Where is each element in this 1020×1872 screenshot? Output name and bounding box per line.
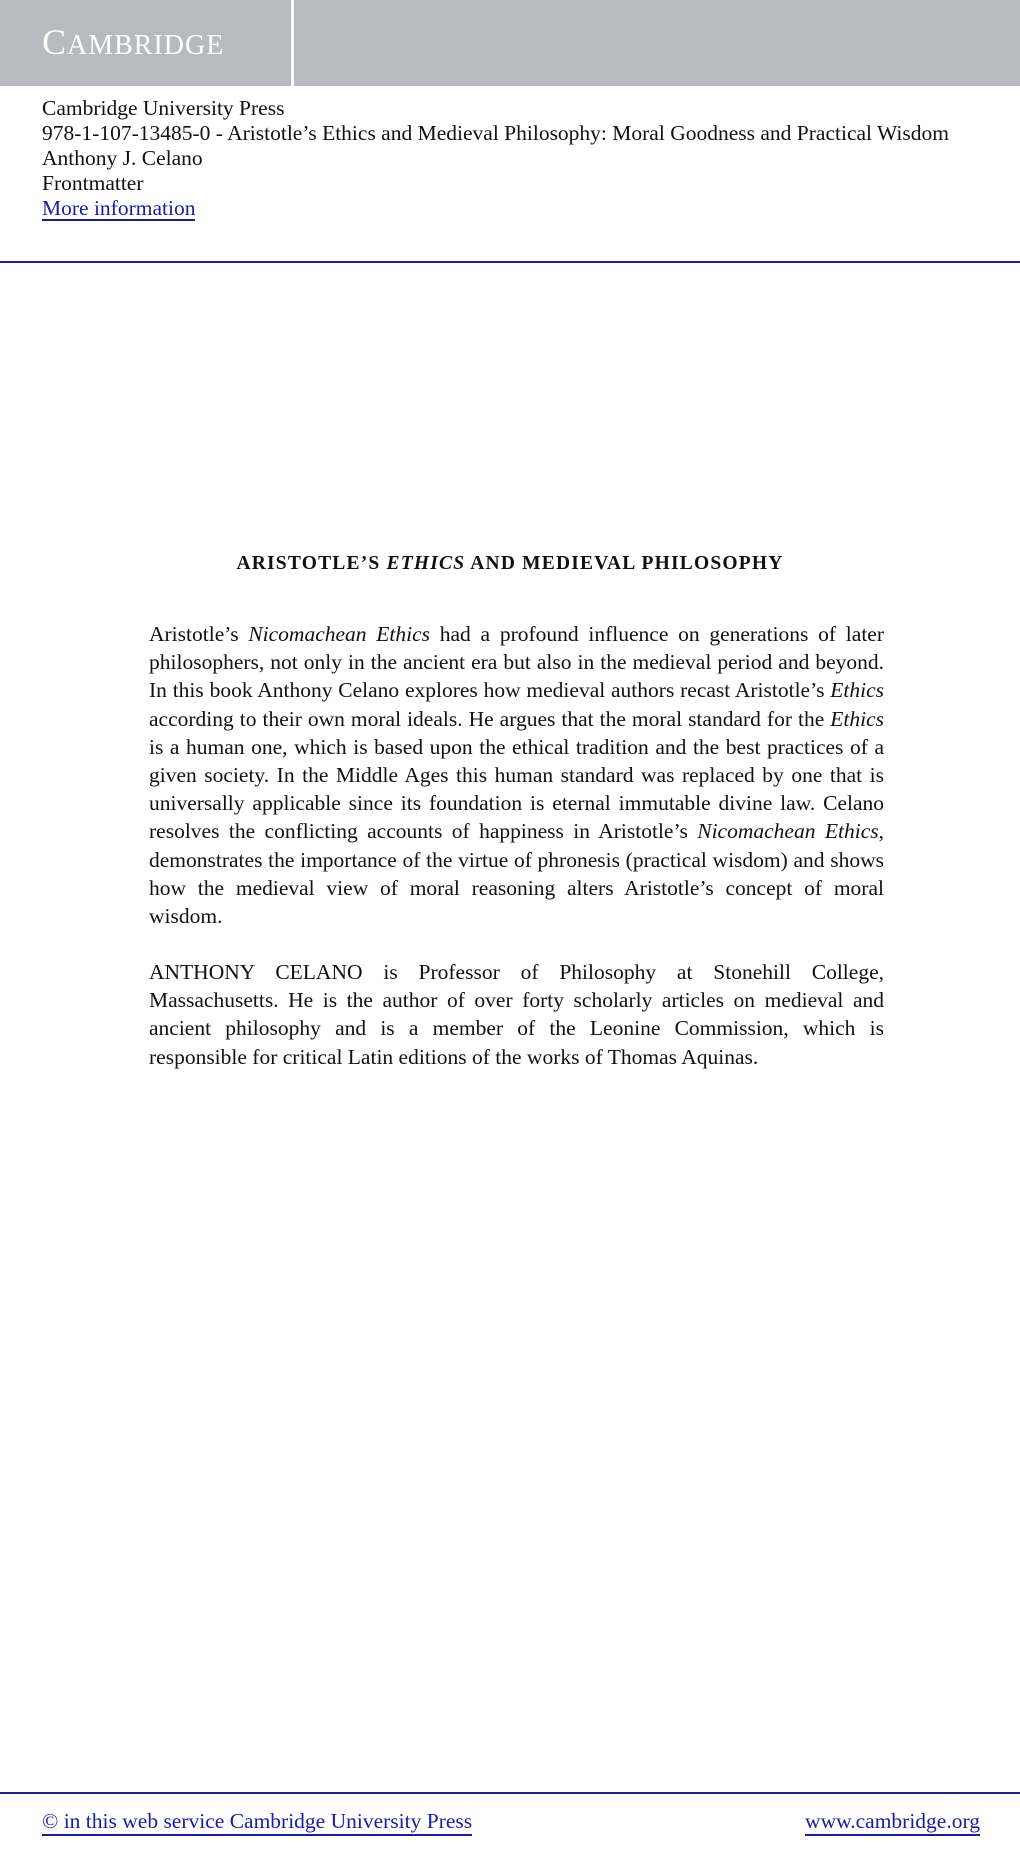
italic-title-segment: Nicomachean Ethics bbox=[697, 819, 879, 844]
italic-title-segment: Ethics bbox=[830, 706, 884, 731]
text-segment: Aristotle’s bbox=[149, 622, 249, 646]
book-description bbox=[149, 620, 884, 930]
section-name: Frontmatter bbox=[42, 171, 144, 195]
logo-text: CAMBRIDGE bbox=[42, 22, 225, 62]
author-bio: ANTHONY CELANO is Professor of Philosophy at Stonehill College, Massachusetts. He is the author of over forty scholarly articles on medieval and ancient philosophy and is a member of the Leonine Commission, which is responsible for critical Latin editions of the works of Thomas Aquinas. bbox=[149, 960, 884, 1069]
author-name: Anthony J. Celano bbox=[42, 146, 203, 170]
isbn-title: 978-1-107-13485-0 - Aristotle’s Ethics and Medieval Philosophy: Moral Goodness and Practical Wisdom bbox=[42, 121, 949, 145]
italic-title-segment: Ethics bbox=[830, 678, 884, 703]
cambridge-logo bbox=[0, 0, 294, 86]
italic-title-segment: Nicomachean Ethics bbox=[248, 622, 431, 646]
text-segment: is a human one, which is based upon the ethical tradition and the best practices of a given society. In the Middle Ages this human standard was replaced by one that is universally applicable since its foundation is eternal immutable divine law. Celano resolves the conflicting accounts of happiness in Aristotle’s bbox=[149, 734, 884, 844]
book-title: ARISTOTLE’S ETHICS AND MEDIEVAL PHILOSOPHY bbox=[236, 553, 784, 574]
copyright-link[interactable]: © in this web service Cambridge University Press bbox=[42, 1808, 472, 1836]
footer-divider bbox=[0, 1792, 1020, 1794]
header-divider bbox=[0, 261, 1020, 263]
header-bar bbox=[0, 0, 1020, 86]
book-metadata bbox=[42, 96, 982, 221]
text-segment: according to their own moral ideals. He argues that the moral standard for the bbox=[149, 706, 831, 731]
publisher-name: Cambridge University Press bbox=[42, 96, 285, 120]
website-link[interactable]: www.cambridge.org bbox=[805, 1808, 980, 1836]
more-information-link[interactable]: More information bbox=[42, 196, 196, 220]
text-segment: had a profound influence on generations of later philosophers, not only in the ancient era but also in the medieval period and beyond. In this book Anthony Celano explores how medieval authors recast Aristotle’s bbox=[149, 622, 884, 703]
text-segment: , demonstrates the importance of the virtue of phronesis (practical wisdom) and shows how the medieval view of moral reasoning alters Aristotle’s concept of moral wisdom. bbox=[149, 819, 884, 929]
